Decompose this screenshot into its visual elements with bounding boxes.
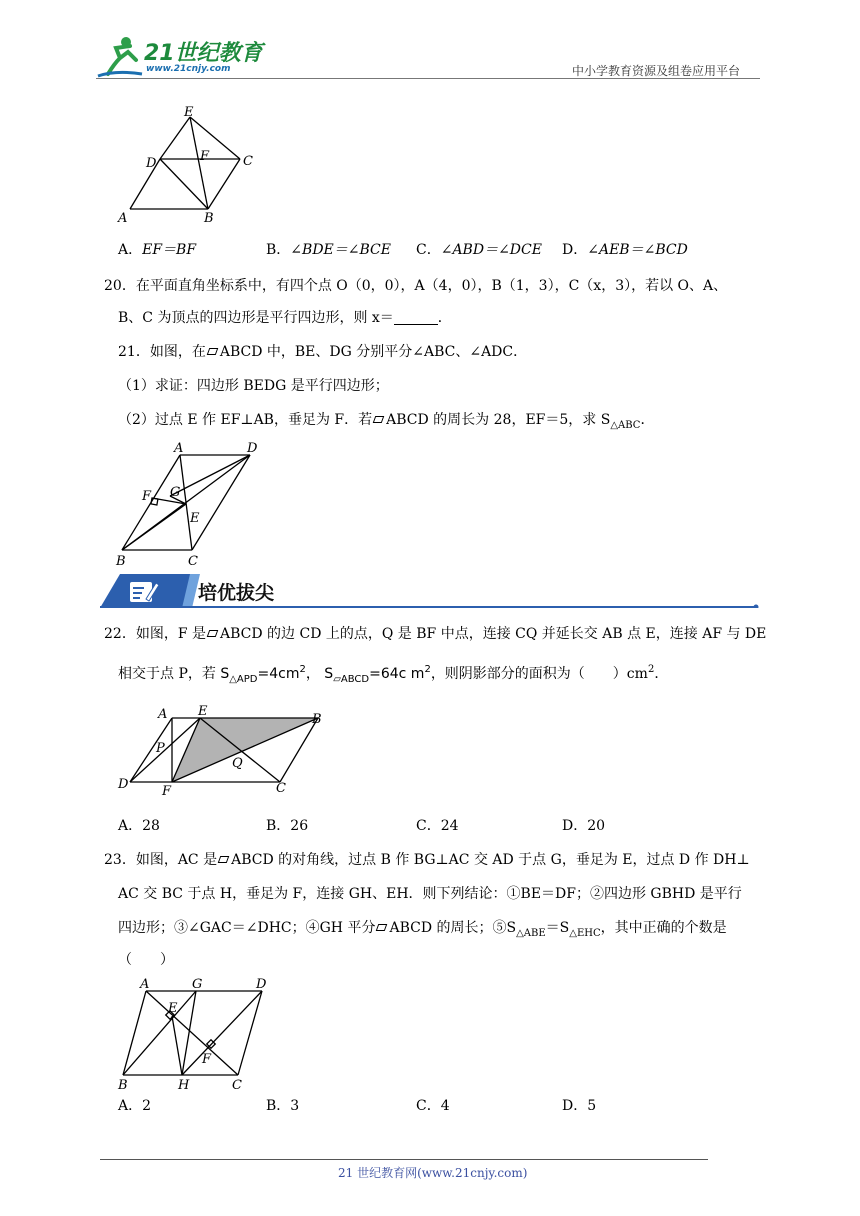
q21-sub1: （1）求证：四边形 BEDG 是平行四边形； (118, 378, 389, 394)
fig23-label-B: B (118, 1078, 128, 1093)
fig21-label-A: A (174, 441, 184, 456)
fig19-seg-DE (160, 117, 190, 159)
q19-option-c: C．∠ABD＝∠DCE (416, 242, 542, 258)
fig22-label-A: A (158, 707, 168, 722)
figure-q22 (110, 702, 340, 798)
q23-option-a: A．2 (118, 1098, 152, 1114)
fig23-label-G: G (192, 977, 203, 992)
logo-url: www.21cnjy.com (146, 64, 231, 74)
header-logo (96, 34, 266, 78)
fig23-label-F: F (202, 1052, 212, 1067)
fig19-label-F: F (200, 149, 210, 164)
q23-line2: AC 交 BC 于点 H，垂足为 F，连接 GH、EH．则下列结论：①BE＝DF；②四边形 GBHD 是平行 (118, 886, 742, 902)
q21-line1: 21．如图，在 ABCD 中，BE、DG 分别平分∠ABC、∠ADC． (118, 344, 528, 360)
fig21-right-angle-mark (151, 498, 158, 505)
fig21-label-F: F (142, 489, 152, 504)
q22-line2: 相交于点 P，若 $S_{\triangle APD}=4cm^2$， $S_{▱ABCD}=64c$ $m^2$，则阴影部分的面积为（ ）$cm^2$． (118, 664, 669, 685)
q20-line1: 20．在平面直角坐标系中，有四个点 O（0，0），A（4，0），B（1，3），C（x，3），若以 O、A、 (104, 278, 728, 294)
parallelogram-icon (218, 856, 230, 863)
q22-area-apd: $S_{\triangle APD}=4cm^2$ (220, 664, 306, 685)
q20-line2: B、C 为顶点的四边形是平行四边形，则 x＝ ． (118, 310, 452, 326)
fig19-seg-BC (208, 159, 240, 209)
parallelogram-icon (376, 924, 388, 931)
edit-notebook-icon (126, 577, 160, 605)
fig23-label-C: C (232, 1078, 242, 1093)
fig23-seg-EH (172, 1016, 182, 1075)
figure-q21 (110, 438, 270, 570)
fig19-label-B: B (204, 211, 214, 226)
q23-option-d: D．5 (562, 1098, 597, 1114)
q22-area-abcd: $S_{▱ABCD}=64c$ $m^2$ (324, 664, 431, 685)
q23-option-b: B．3 (266, 1098, 300, 1114)
fig21-label-G: G (170, 485, 181, 500)
q23-line3: 四边形；③∠GAC＝∠DHC；④GH 平分 ABCD 的周长；$⑤S_{\triangle ABE}=S_{\triangle EHC}$，其中正确的个数是 (118, 920, 727, 939)
fig23-label-A: A (140, 977, 150, 992)
fig19-label-E: E (184, 105, 194, 120)
fig21-label-D: D (247, 441, 258, 456)
fig23-label-H: H (178, 1078, 190, 1093)
fig22-label-E: E (198, 704, 208, 719)
header-right-text: 中小学教育资源及组卷应用平台 (572, 64, 741, 78)
parallelogram-icon (207, 630, 219, 637)
fig21-label-B: B (116, 554, 126, 569)
q20-answer-blank[interactable] (394, 310, 438, 325)
q22-option-b: B．26 (266, 818, 309, 834)
fig22-label-B: B (312, 712, 322, 727)
fig19-label-C: C (243, 154, 253, 169)
fig22-label-D: D (118, 777, 129, 792)
fig22-label-P: P (156, 741, 165, 756)
q22-option-d: D．20 (562, 818, 606, 834)
q21-sub2: （2）过点 E 作 EF⊥AB，垂足为 F．若 ABCD 的周长为 28，EF＝5，求 $S_{\triangle ABC}$． (118, 412, 655, 431)
section-title: 培优拔尖 (198, 582, 275, 604)
fig22-label-F: F (162, 784, 172, 798)
fig19-label-D: D (146, 156, 157, 171)
fig19-seg-DB (160, 159, 208, 209)
logo-text: 21世纪教育 (144, 41, 263, 66)
q19-option-b: B．∠BDE＝∠BCE (266, 242, 391, 258)
fig23-label-E: E (168, 1001, 178, 1016)
parallelogram-icon (373, 416, 385, 423)
q23-line4: （ ） (118, 952, 174, 968)
footer-rule (100, 1159, 708, 1160)
q22-option-c: C．24 (416, 818, 459, 834)
section-band (100, 572, 760, 608)
fig22-label-C: C (276, 781, 286, 796)
figure-q19 (110, 104, 270, 228)
fig23-label-D: D (256, 977, 267, 992)
q22-option-a: A．28 (118, 818, 160, 834)
parallelogram-icon (207, 348, 219, 355)
fig21-label-E: E (190, 511, 200, 526)
runner-logo-icon (96, 34, 144, 78)
figure-q23 (110, 974, 280, 1094)
q22-line1: 22．如图，F 是 ABCD 的边 CD 上的点，Q 是 BF 中点，连接 CQ 并延长交 AB 点 E，连接 AF 与 DE (104, 626, 767, 642)
q19-option-a: A．EF＝BF (118, 242, 197, 258)
q23-option-c: C．4 (416, 1098, 450, 1114)
fig21-label-C: C (188, 554, 198, 569)
fig22-label-Q: Q (232, 756, 243, 771)
header-rule (96, 78, 760, 79)
q23-line1: 23．如图，AC 是 ABCD 的对角线，过点 B 作 BG⊥AC 交 AD 于点 G，垂足为 E，过点 D 作 DH⊥ (104, 852, 750, 868)
fig21-seg-BE (122, 504, 186, 550)
fig19-label-A: A (118, 211, 128, 226)
footer-text[interactable]: 21 世纪教育网(www.21cnjy.com) (338, 1166, 528, 1180)
q19-option-d: D．∠AEB＝∠BCD (562, 242, 688, 258)
